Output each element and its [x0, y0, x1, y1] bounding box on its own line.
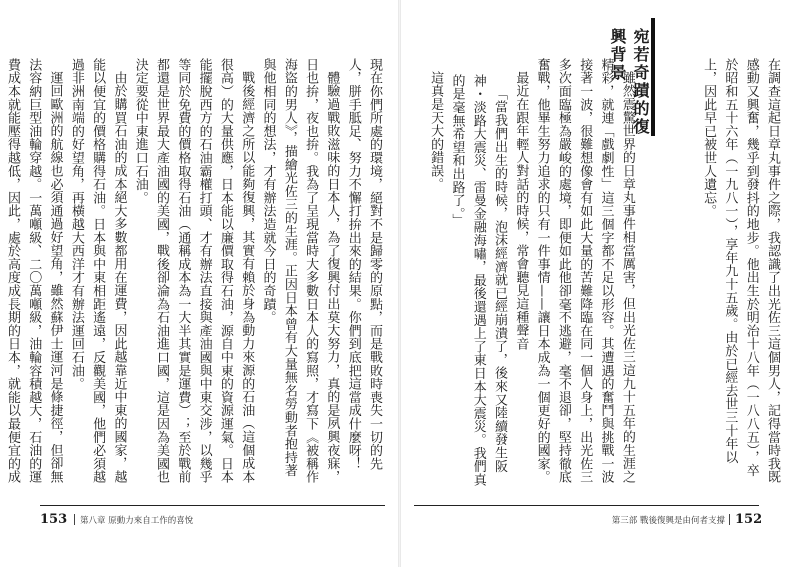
paragraph: 在調查這起日章丸事件之際，我認識了出光佐三這個男人，記得當時我既感動又興奮，幾乎到發抖的地步。他出生於明治十八年（一八八五），卒於昭和五十六年（一九八一），享年九十五歲。由於已經去世三十年以上，因此早已被世人遺忘。 — [701, 58, 780, 484]
paragraph: 現在你們所處的環境，絕對不是歸零的原點，而是戰敗時喪失一切的先人，胼手胝足、努力不懈打拚出來的結果。你們到底把這當成什麼呀！ — [345, 58, 382, 471]
paragraph: 雖然震驚世界的日章丸事件相當厲害，但出光佐三這九十五年的生涯之精彩，就連「戲劇性」這三個字都不足以形容。其遭遇的奮鬥與挑戰一波接著一波，很難想像會有如此大量的苦難降臨在同一個人身上，出光佐三多次面臨極為嚴峻的處境，即便如此他卻毫不逃避，毫不退卻，堅持徹底奮戰，他畢生努力追求的只有一件事情——讓日本成為一個更好的國家。 — [534, 58, 635, 484]
running-head: 第八章 原動力來自工作的喜悅 — [80, 516, 194, 526]
paragraph: 戰後經濟之所以能夠復興，其實有賴於身為動力來源的石油（這個成本很高）的大量供應，日本能以廉價取得石油，源自中東的資源運氣。日本能擺脫西方的石油霸權打頭、才有辦法直接與產油國與中東交涉，以幾乎等同於免費的價格取得石油（通稱成本為一大半其實是運費）；至於戰前都還是世界最大產油國的美國，戰後卻淪為石油進口國，這是因為美國也決定要從中東進口石油。 — [132, 58, 255, 484]
page-number: 152 — [735, 512, 763, 527]
running-head: 第三部 戰後復興是由何者支撐 — [611, 516, 725, 526]
running-head-divider — [74, 514, 75, 525]
book-gutter — [398, 0, 401, 567]
footer-rule — [40, 505, 385, 506]
quote-paragraph: 「當我們出生的時候，泡沫經濟就已經崩潰了，後來又陸續發生阪神・淡路大震災、雷曼金融海嘯，最後還遇上了東日本大震災。我們真的是毫無希望和出路了。」 — [449, 73, 508, 486]
paragraph: 運回歐洲的航線也必須通過好望角，雖然蘇伊士運河是條捷徑，但卻無法容納巨型油輪穿越。一萬噸級、二〇萬噸級，油輪容積越大，石油的運費成本就能壓得越低，因此，處於高度成長期的日本，就能以最便宜的成 — [4, 58, 63, 484]
left-page-body — [4, 58, 385, 490]
running-head-divider — [729, 514, 730, 525]
section-heading: 宛若奇蹟的復興背景 — [608, 28, 650, 136]
paragraph: 由於購買石油的成本絕大多數都用在運費，因此越靠近中東的國家，越能以便宜的價格購得石油。日本與中東相距遙遠，反觀美國，他們必須越過非洲南端的好望角，再橫越大西洋才有辦法運回石油。 — [68, 58, 127, 484]
right-page-body — [404, 58, 783, 490]
paragraph: 體驗過戰敗滋味的日本人，為了復興付出莫大努力，真的是夙興夜寐，日也拚，夜也拚。我為了呈現當時大多數日本人的寫照，才寫下《被稱作海盜的男人》，描繪光佐三的生涯。正因日本曾有大量無名勞動者抱持著與他相同的想法，才有辦法造就今日的奇蹟。 — [260, 58, 340, 484]
paragraph: 最近在跟年輕人對話的時候，常會聽見這種聲音 — [513, 71, 529, 351]
page-number: 153 — [40, 512, 68, 527]
paragraph: 這真是天大的錯誤。 — [428, 71, 444, 191]
footer-rule — [414, 505, 759, 506]
